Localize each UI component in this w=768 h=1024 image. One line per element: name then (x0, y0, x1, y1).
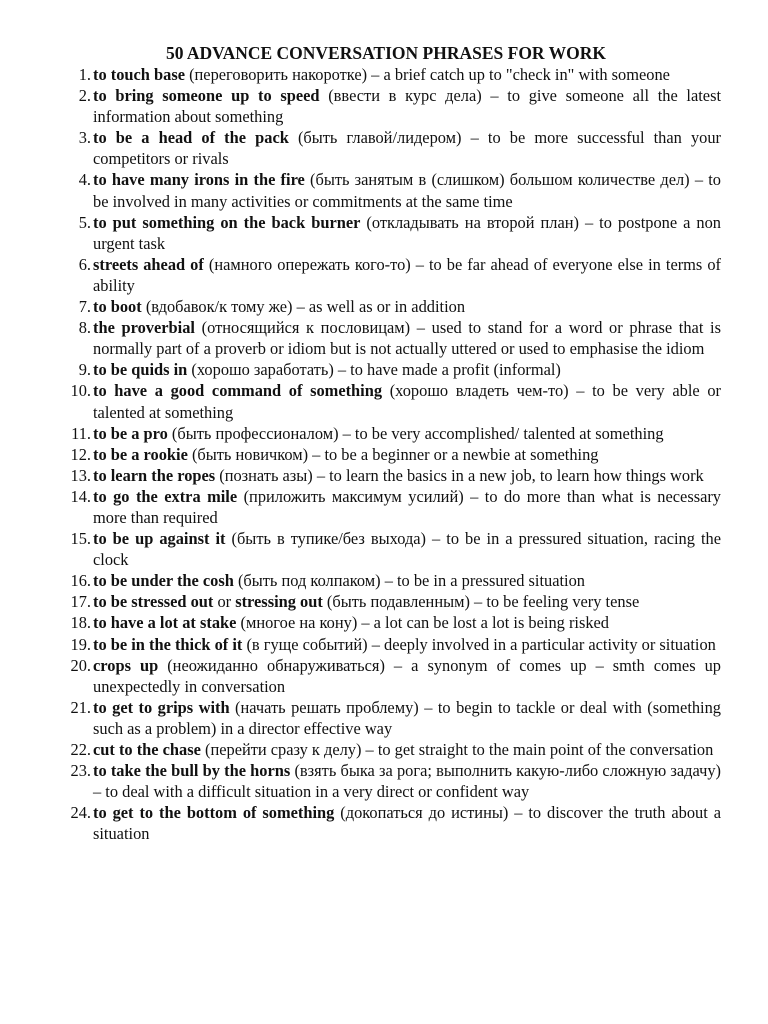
document-title: 50 ADVANCE CONVERSATION PHRASES FOR WORK (166, 43, 606, 63)
item-number: 12. (70, 444, 91, 464)
item-number: 6. (78, 254, 91, 274)
phrase-definition: (хорошо владеть чем-то) – to be very able or talented at something (93, 381, 722, 422)
list-item (47, 64, 721, 85)
phrase-term: streets ahead of (93, 254, 204, 274)
phrase-list (47, 64, 721, 844)
item-number: 4. (78, 170, 91, 190)
phrase-term: to boot (93, 297, 142, 317)
item-number: 19. (70, 634, 91, 654)
phrase-definition: (ввести в курс дела) – to give someone all the latest information about something (93, 86, 721, 127)
item-number: 24. (70, 803, 91, 823)
phrase-definition: (в гуще событий) – deeply involved in a particular activity or situation (242, 634, 716, 654)
phrase-term: to get to the bottom of something (93, 803, 335, 823)
phrase-definition: (быть новичком) – to be a beginner or a newbie at something (187, 444, 599, 464)
phrase-definition: (относящийся к пословицам) – used to stand for a word or phrase that is normally part of a proverb or idiom but is not actually uttered or used to emphasise the idiom (93, 318, 721, 359)
list-item (47, 127, 721, 169)
phrase-term: to be quids in (93, 360, 188, 380)
phrase-term: to get to grips with (93, 697, 230, 717)
list-item (47, 612, 721, 633)
phrase-definition: (быть профессионалом) – to be very accomplished/ talented at something (167, 423, 664, 443)
item-number: 7. (78, 297, 91, 317)
list-item (47, 380, 721, 422)
item-number: 11. (71, 423, 91, 443)
phrase-term: to be a rookie (93, 444, 188, 464)
item-number: 17. (70, 592, 91, 612)
phrase-term: to be under the cosh (93, 571, 234, 591)
phrase-term: to be a pro (93, 423, 168, 443)
phrase-term: to touch base (93, 65, 185, 84)
item-number: 3. (78, 128, 91, 148)
item-number: 13. (70, 465, 91, 485)
phrase-definition: (многое на кону) – a lot can be lost a lot is being risked (236, 613, 610, 633)
phrase-term: to have a lot at stake (93, 613, 237, 633)
phrase-definition: (быть под колпаком) – to be in a pressured situation (233, 571, 585, 591)
list-item (47, 254, 721, 296)
list-item (47, 444, 721, 465)
phrase-term: crops up (93, 655, 159, 675)
item-number: 22. (70, 740, 91, 759)
phrase-definition: (неожиданно обнаруживаться) – a synonym of comes up – smth comes up unexpectedly in conversation (93, 655, 721, 696)
phrase-term: to go the extra mile (93, 486, 238, 506)
item-number: 10. (70, 381, 91, 401)
list-item (47, 570, 721, 591)
phrase-term: to have many irons in the fire (93, 170, 305, 190)
phrase-term: to be a head of the pack (93, 128, 289, 148)
list-item (47, 317, 721, 359)
phrase-definition: (намного опережать кого-то) – to be far ahead of everyone else in terms of ability (93, 254, 722, 295)
phrase-definition: (откладывать на второй план) – to postpone a non urgent task (93, 212, 721, 253)
phrase-definition: (познать азы) – to learn the basics in a new job, to learn how things work (215, 465, 704, 485)
item-number: 2. (78, 86, 91, 106)
phrase-term: to take the bull by the horns (93, 761, 291, 781)
phrase-definition: (приложить максимум усилий) – to do more than what is necessary more than required (93, 486, 721, 527)
phrase-term: cut to the chase (93, 740, 201, 759)
item-number: 20. (70, 655, 91, 675)
list-item (47, 739, 721, 760)
phrase-definition: (взять быка за рога; выполнить какую-либо сложную задачу) – to deal with a difficult situation in a very direct or confident way (93, 761, 722, 802)
phrase-definition: (переговорить накоротке) – a brief catch up to "check in" with someone (184, 65, 670, 84)
list-item (47, 802, 721, 844)
phrase-definition: (хорошо заработать) – to have made a profit (informal) (187, 360, 561, 380)
list-item (47, 296, 721, 317)
phrase-definition: (вдобавок/к тому же) – as well as or in addition (141, 297, 466, 317)
list-item (47, 655, 721, 697)
phrase-definition: (быть занятым в (слишком) большом количестве дел) – to be involved in many activities or commitments at the same time (93, 170, 721, 211)
item-number: 9. (78, 360, 91, 380)
item-number: 14. (70, 486, 91, 506)
item-number: 18. (70, 613, 91, 633)
list-item (47, 486, 721, 528)
list-item (47, 760, 721, 802)
list-item (47, 528, 721, 570)
phrase-definition: (перейти сразу к делу) – to get straight to the main point of the conversation (200, 740, 714, 759)
list-item (47, 169, 721, 211)
item-number: 5. (78, 212, 91, 232)
item-number: 23. (70, 761, 91, 781)
phrase-term: to be stressed out (93, 592, 214, 612)
item-number: 15. (70, 529, 91, 549)
list-item (47, 634, 721, 655)
phrase-term: to learn the ropes (93, 465, 216, 485)
phrase-definition: (докопаться до истины) – to discover the truth about a situation (93, 803, 721, 844)
phrase-term: to be up against it (93, 529, 226, 549)
phrase-definition: (начать решать проблему) – to begin to tackle or deal with (something such as a problem) in a director effective way (93, 697, 722, 738)
list-item (47, 359, 721, 380)
list-item (47, 697, 721, 739)
phrase-term: to put something on the back burner (93, 212, 361, 232)
phrase-term: to have a good command of something (93, 381, 383, 401)
item-number: 8. (78, 318, 91, 338)
list-item (47, 591, 721, 612)
item-number: 21. (70, 697, 91, 717)
phrase-definition: (быть в тупике/без выхода) – to be in a pressured situation, racing the clock (93, 529, 721, 570)
phrase-term: the proverbial (93, 318, 195, 338)
list-item (47, 423, 721, 444)
item-number: 16. (70, 571, 91, 591)
list-item (47, 212, 721, 254)
list-item (47, 465, 721, 486)
phrase-term: to be in the thick of it (93, 634, 243, 654)
item-number: 1. (78, 65, 91, 84)
phrase-term-alt: stressing out (235, 592, 323, 612)
phrase-term: to bring someone up to speed (93, 86, 320, 106)
phrase-connector: or (213, 592, 236, 612)
phrase-definition: (быть главой/лидером) – to be more successful than your competitors or rivals (93, 128, 722, 169)
phrase-definition: (быть подавленным) – to be feeling very tense (322, 592, 640, 612)
list-item (47, 85, 721, 127)
